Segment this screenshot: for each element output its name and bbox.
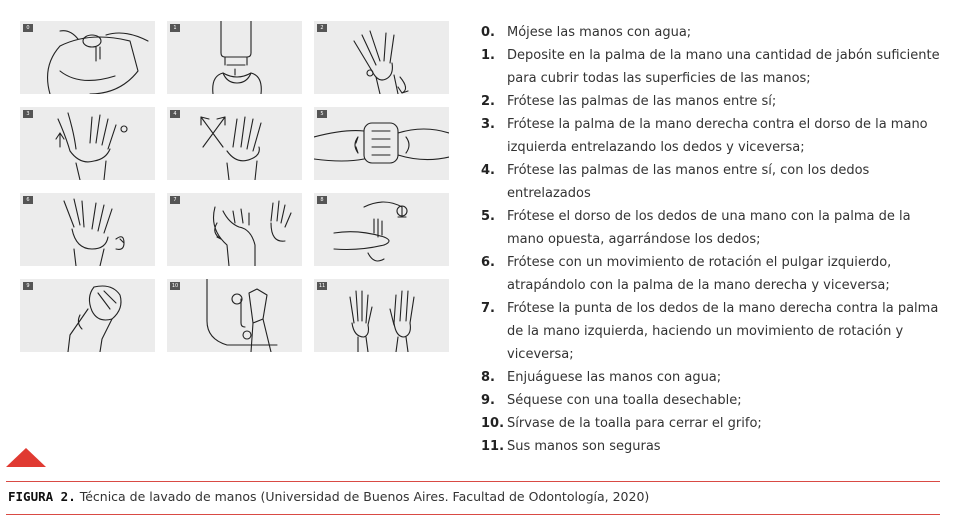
- list-item: [481, 297, 941, 366]
- step-text: Frótese las palmas de las manos entre sí;: [507, 94, 777, 109]
- list-item: [481, 90, 941, 113]
- figure-caption-text: Técnica de lavado de manos (Universidad de Buenos Aires. Facultad de Odontología, 2020): [75, 489, 650, 504]
- towel-dry-icon: [20, 279, 155, 352]
- step-text: Frótese las palmas de las manos entre sí, con los dedos entrelazados: [507, 163, 870, 201]
- panel-step-7: [167, 193, 302, 266]
- step-text: Frótese la palma de la mano derecha contra el dorso de la mano izquierda entrelazando los dedos y viceversa;: [507, 117, 928, 155]
- step-text: Frótese con un movimiento de rotación el pulgar izquierdo, atrapándolo con la palma de la mano derecha y viceversa;: [507, 255, 892, 293]
- list-item: [481, 412, 941, 435]
- list-item: [481, 44, 941, 90]
- list-item: [481, 113, 941, 159]
- list-item: [481, 435, 941, 458]
- thumb-rotation-icon: [20, 193, 155, 266]
- safe-hands-icon: [314, 279, 449, 352]
- panel-step-1: [167, 21, 302, 94]
- rinse-hands-icon: [314, 193, 449, 266]
- close-faucet-icon: [167, 279, 302, 352]
- caption-divider-bottom: [6, 514, 940, 515]
- list-item: [481, 21, 941, 44]
- step-text: Frótese la punta de los dedos de la mano derecha contra la palma de la mano izquierda, haciendo un movimiento de rotación y viceversa;: [507, 301, 939, 362]
- panel-step-5: [314, 107, 449, 180]
- step-number: 1.: [481, 48, 495, 63]
- step-number: 2.: [481, 94, 495, 109]
- caption-divider-top: [6, 481, 940, 482]
- step-text: Séquese con una toalla desechable;: [507, 393, 742, 408]
- step-number: 4.: [481, 163, 495, 178]
- list-item: [481, 251, 941, 297]
- step-badge: 9: [23, 282, 33, 290]
- list-item: [481, 205, 941, 251]
- panel-step-6: [20, 193, 155, 266]
- panel-step-10: [167, 279, 302, 352]
- panel-step-8: [314, 193, 449, 266]
- list-item: [481, 366, 941, 389]
- panel-step-4: [167, 107, 302, 180]
- step-badge: 8: [317, 196, 327, 204]
- step-number: 0.: [481, 25, 495, 40]
- step-number: 3.: [481, 117, 495, 132]
- wet-hands-icon: [20, 21, 155, 94]
- panel-step-0: [20, 21, 155, 94]
- panel-step-3: [20, 107, 155, 180]
- rub-palms-icon: [314, 21, 449, 94]
- step-number: 6.: [481, 255, 495, 270]
- panel-step-2: [314, 21, 449, 94]
- step-text: Deposite en la palma de la mano una cantidad de jabón suficiente para cubrir todas las superficies de las manos;: [507, 48, 940, 86]
- step-number: 7.: [481, 301, 495, 316]
- panel-step-11: [314, 279, 449, 352]
- step-badge: 2: [317, 24, 327, 32]
- interlace-palms-icon: [167, 107, 302, 180]
- list-item: [481, 159, 941, 205]
- step-badge: 1: [170, 24, 180, 32]
- step-badge: 6: [23, 196, 33, 204]
- hand-washing-illustration-grid: [20, 21, 450, 354]
- step-badge: 5: [317, 110, 327, 118]
- step-text: Mójese las manos con agua;: [507, 25, 692, 40]
- instruction-list: [481, 21, 941, 458]
- step-number: 5.: [481, 209, 495, 224]
- step-text: Enjuáguese las manos con agua;: [507, 370, 722, 385]
- step-number: 11.: [481, 439, 505, 454]
- soap-dispenser-icon: [167, 21, 302, 94]
- step-text: Frótese el dorso de los dedos de una mano con la palma de la mano opuesta, agarrándose los dedos;: [507, 209, 911, 247]
- step-badge: 10: [171, 283, 179, 289]
- fingers-backs-icon: [314, 107, 449, 180]
- figure-caption: [8, 489, 649, 504]
- panel-step-9: [20, 279, 155, 352]
- step-number: 10.: [481, 416, 505, 431]
- step-text: Sus manos son seguras: [507, 439, 661, 454]
- step-badge: 0: [23, 24, 33, 32]
- list-item: [481, 389, 941, 412]
- step-badge: 3: [23, 110, 33, 118]
- step-number: 8.: [481, 370, 495, 385]
- figure-label: FIGURA 2.: [8, 489, 76, 504]
- step-badge: 4: [170, 110, 180, 118]
- fingertips-rotation-icon: [167, 193, 302, 266]
- step-number: 9.: [481, 393, 495, 408]
- step-text: Sírvase de la toalla para cerrar el grifo;: [507, 416, 762, 431]
- triangle-marker-icon: [6, 448, 46, 467]
- step-badge: 7: [170, 196, 180, 204]
- step-badge: 11: [318, 283, 326, 289]
- interlace-back-icon: [20, 107, 155, 180]
